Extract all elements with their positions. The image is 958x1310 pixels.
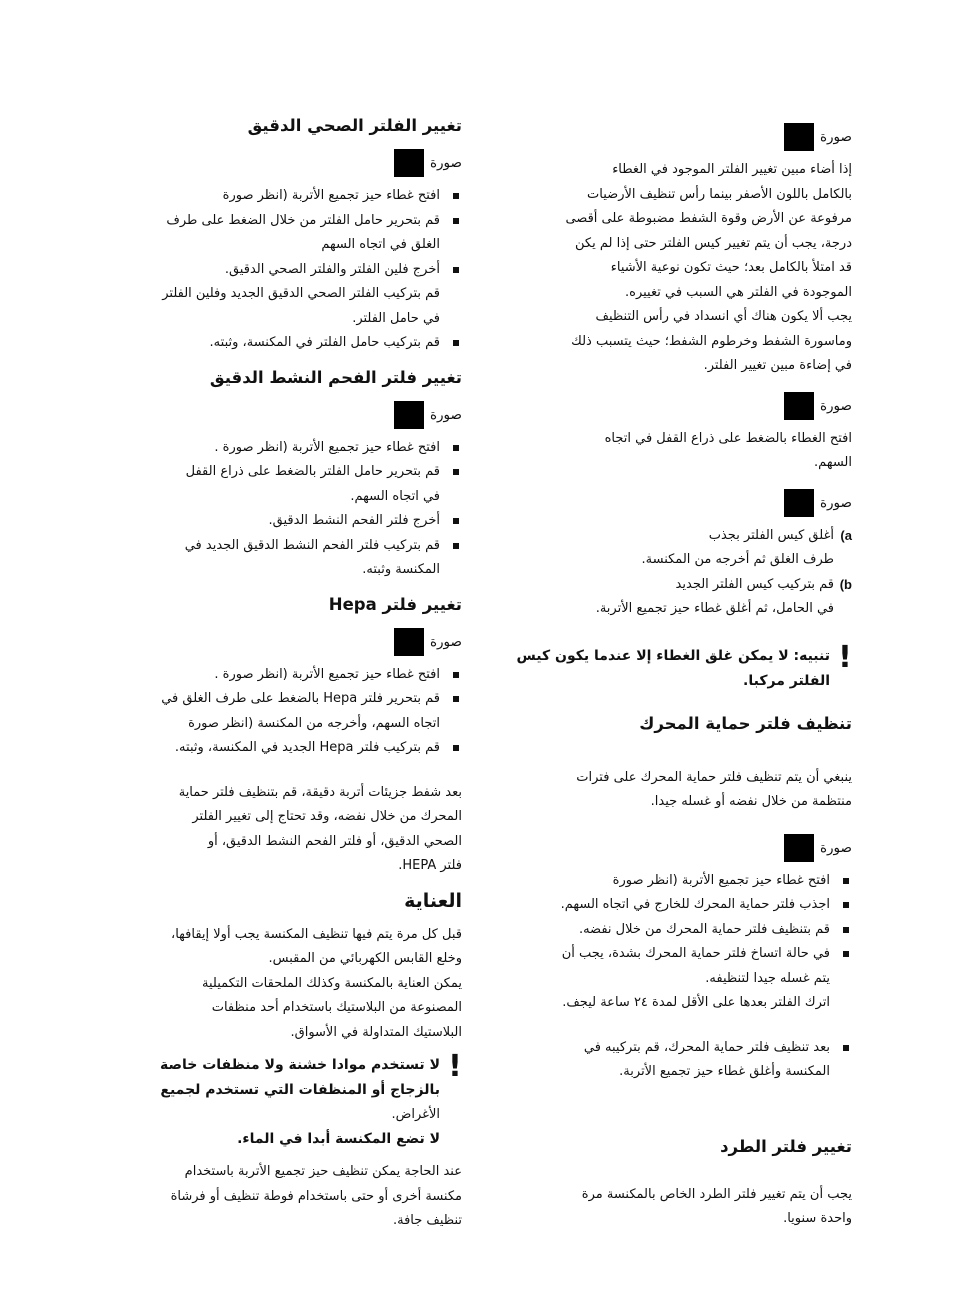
figure-ref	[512, 122, 852, 152]
figure-label: صورة	[819, 494, 852, 511]
hepa-note-line: المحرك من خلال نفضه، وقد تحتاج إلى تغيير الفلتر	[192, 809, 462, 824]
figure-ref	[118, 148, 462, 178]
list-item: قم بتركيب حامل الفلتر في المكنسة، وثبته.	[118, 331, 462, 356]
figure-number-box	[784, 489, 814, 517]
intro-line: مرفوعة عن الأرض وقوة الشفط مضبوطة على أقصى	[565, 211, 852, 226]
care-line: وخلع القابس الكهربائي من المقبس.	[268, 951, 462, 966]
warning-icon: !	[448, 1049, 462, 1084]
figure-label: صورة	[429, 633, 462, 650]
warning-line: الأغراض.	[391, 1107, 440, 1122]
step-a-line: أغلق كيس الفلتر بجذب	[708, 527, 834, 543]
intro-line: يجب ألا يكون هناك أي انسداد في رأس التنظيف	[595, 309, 852, 324]
section-title: العناية	[404, 889, 462, 912]
list-item: افتح غطاء حيز تجميع الأتربة (انظر صورة	[118, 184, 462, 209]
warning-block	[512, 639, 852, 694]
motor-after	[512, 1036, 852, 1085]
warning-line: تنبيه: لا يمكن غلق الغطاء إلا عندما يكون كيس	[516, 647, 830, 664]
figure-number-box	[394, 401, 424, 429]
figure-number-box	[394, 149, 424, 177]
list-item: في حالة اتساخ فلتر حماية المحرك بشدة، يجب أن يتم غسله جيدا لتنظيفه.	[512, 942, 852, 991]
step-b-key: b)	[839, 576, 852, 592]
list-item: افتح غطاء حيز تجميع الأتربة (انظر صورة .	[118, 436, 462, 461]
left-column	[118, 112, 462, 1234]
list-item: قم بتركيب فلتر Hepa الجديد في المكنسة، وثبته.	[118, 736, 462, 761]
warning-line: الفلتر مركبا.	[743, 672, 830, 689]
warning-icon: !	[838, 639, 852, 675]
figure-number-box	[394, 628, 424, 656]
intro-line: في إضاءة مبين تغيير الفلتر.	[703, 358, 852, 373]
list-item: قم بتحرير فلتر Hepa بالضغط على طرف الغلق في اتجاه السهم، وأخرجه من المكنسة (انظر صورة	[118, 687, 462, 736]
intro-line: بالكامل باللون الأصفر بينما رأس تنظيف الأرضيات	[587, 186, 852, 202]
figure-number-box	[784, 123, 814, 151]
list-item: افتح غطاء حيز تجميع الأتربة (انظر صورة .	[118, 663, 462, 688]
motor-intro-line: منتظمة من خلال نفضه أو غسله جيدا.	[650, 794, 852, 809]
warning-line: لا تستخدم موادا خشنة ولا منظفات خاصة	[159, 1057, 440, 1073]
intro-line: إذا أضاء مبين تغيير الفلتر الموجود في الغطاء	[612, 162, 852, 177]
open-cover-line: افتح الغطاء بالضغط على ذراع القفل في اتجاه	[604, 430, 852, 446]
figure-label: صورة	[429, 155, 462, 171]
hepa-filter-steps	[118, 663, 462, 761]
step-a-key: a)	[840, 527, 852, 543]
intro-line: درجة، يجب أن يتم تغيير كيس الفلتر حتى إذا لم يكن	[575, 235, 852, 251]
care-line: البلاستيك المتداولة في الأسواق.	[290, 1024, 462, 1040]
figure-label: صورة	[819, 129, 852, 145]
list-item: قم بتركيب فلتر الفحم النشط الدقيق الجديد في المكنسة وثبته.	[118, 534, 462, 583]
warning-line: بالزجاج أو المنظفات التي تستخدم لجميع	[160, 1082, 440, 1098]
hepa-note-line: الصحي الدقيق، أو فلتر الفحم النشط الدقيق، أو	[207, 833, 462, 849]
list-item: قم بتحرير حامل الفلتر بالضغط على ذراع القفل في اتجاه السهم.	[118, 460, 462, 509]
figure-number-box	[784, 392, 814, 420]
hepa-note-line: فلتر HEPA.	[398, 858, 462, 873]
fine-note-line: قم بتركيب الفلتر الصحي الدقيق الجديد وفلين الفلتر	[162, 286, 440, 301]
care-end-line: تنظيف جافة.	[392, 1213, 462, 1228]
list-item: افتح غطاء حيز تجميع الأتربة (انظر صورة	[512, 869, 852, 894]
warning-block	[118, 1049, 462, 1152]
care-line: قبل كل مرة يتم فيها تنظيف المكنسة يجب أولا إيقافها،	[171, 926, 462, 942]
step-b-line: قم بتركيب كيس الفلتر الجديد	[675, 576, 834, 592]
care-line: يمكن العناية بالمكنسة وكذلك الملحقات التكميلية	[202, 975, 462, 991]
section-title: تغيير الفلتر الصحي الدقيق	[247, 116, 462, 135]
figure-label: صورة	[429, 406, 462, 423]
list-item: قم بتحرير حامل الفلتر من خلال الضغط على طرف الغلق في اتجاه السهم	[118, 209, 462, 258]
motor-steps	[512, 869, 852, 992]
intro-line: قد امتلأ بالكامل بعد؛ حيث تكون نوعية الأشياء	[610, 260, 852, 275]
section-title: تنظيف فلتر حماية المحرك	[639, 713, 852, 733]
list-item: أخرج فلتر الفحم النشط الدقيق.	[118, 509, 462, 534]
right-column	[512, 118, 852, 1232]
fine-filter-last	[118, 331, 462, 356]
fine-filter-steps	[118, 184, 462, 282]
open-cover-line: السهم.	[814, 455, 852, 470]
section-title: تغيير فلتر الفحم النشط الدقيق	[209, 367, 462, 387]
step-b-line: في الحامل، ثم أغلق غطاء حيز تجميع الأتربة.	[595, 601, 834, 616]
list-item: أخرج فلين الفلتر والفلتر الصحي الدقيق.	[118, 258, 462, 283]
exhaust-line: يجب أن يتم تغيير فلتر الطرد الخاص بالمكنسة مرة	[581, 1186, 852, 1202]
figure-number-box	[784, 834, 814, 862]
hepa-note-line: بعد شفط جزيئات أتربة دقيقة، قم بتنظيف فلتر حماية	[178, 784, 462, 800]
carbon-filter-steps	[118, 436, 462, 583]
list-item: اجذب فلتر حماية المحرك للخارج في اتجاه السهم.	[512, 893, 852, 918]
figure-ref	[512, 833, 852, 863]
list-item: قم بتنظيف فلتر حماية المحرك من خلال نفضه.	[512, 918, 852, 943]
intro-line: وماسورة الشفط وخرطوم الشفط؛ حيث يتسبب ذلك	[571, 333, 852, 349]
warning-line: لا تضع المكنسة أبدا في الماء.	[237, 1131, 440, 1147]
fine-note-line: في حامل الفلتر.	[352, 310, 440, 326]
section-title: تغيير فلتر Hepa	[328, 594, 462, 614]
list-item: بعد تنظيف فلتر حماية المحرك، قم بتركيبه في المكنسة وأغلق غطاء حيز تجميع الأتربة.	[512, 1036, 852, 1085]
step-b	[512, 573, 852, 622]
section-title: تغيير فلتر الطرد	[720, 1136, 852, 1156]
step-a-line: طرف الغلق ثم أخرجه من المكنسة.	[641, 552, 834, 567]
motor-dry-line: اترك الفلتر بعدها على الأقل لمدة ٢٤ ساعة ليجف.	[562, 995, 830, 1010]
figure-ref	[118, 400, 462, 430]
figure-ref	[118, 627, 462, 657]
care-end-line: مكنسة أخرى أو حتى باستخدام فوطة تنظيف أو فرشاة	[170, 1188, 462, 1204]
figure-label: صورة	[819, 397, 852, 414]
care-line: المصنوعة من البلاستيك باستخدام أحد منظفات	[211, 1000, 462, 1015]
step-a	[512, 524, 852, 573]
figure-ref	[512, 391, 852, 421]
figure-label: صورة	[819, 839, 852, 856]
intro-line: الموجودة في الفلتر هي السبب في تغييره.	[625, 284, 852, 300]
exhaust-line: واحدة سنويا.	[783, 1211, 852, 1226]
motor-intro-line: ينبغي أن يتم تنظيف فلتر حماية المحرك على فترات	[576, 769, 852, 785]
care-end-line: عند الحاجة يمكن تنظيف حيز تجميع الأتربة باستخدام	[184, 1164, 462, 1179]
figure-ref	[512, 488, 852, 518]
